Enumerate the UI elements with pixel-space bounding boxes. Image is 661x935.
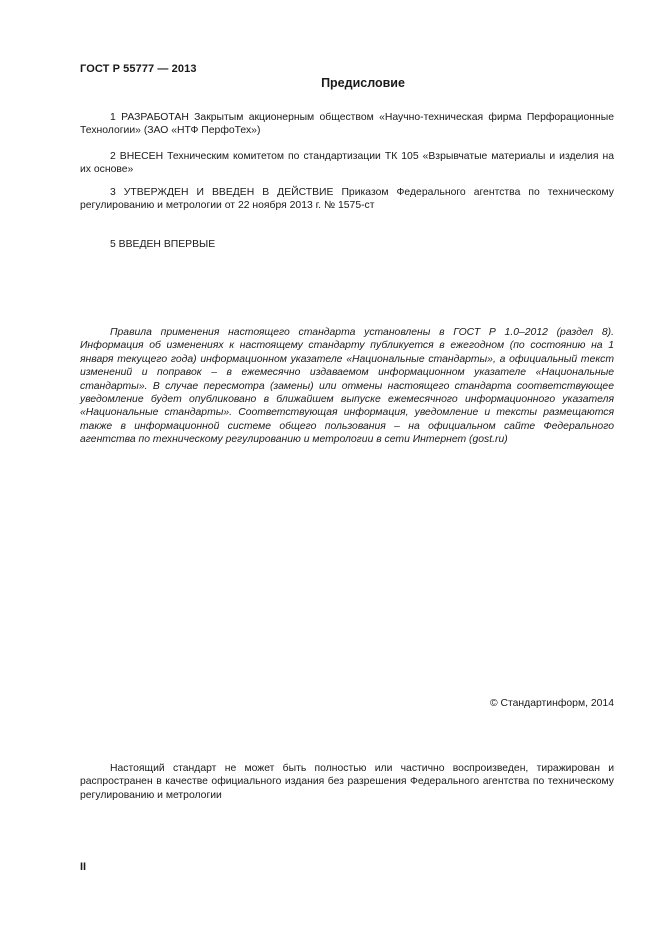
- paragraph-submitted: 2 ВНЕСЕН Техническим комитетом по стандартизации ТК 105 «Взрывчатые материалы и изделия на их основе»: [80, 151, 614, 176]
- copyright-line: © Стандартинформ, 2014: [489, 698, 614, 709]
- reproduction-notice: Настоящий стандарт не может быть полностью или частично воспроизведен, тиражирован и распространен в качестве официального издания без разрешения Федерального агентства по техническому регулированию и метрологии: [80, 763, 614, 801]
- page-title: Предисловие: [321, 76, 405, 90]
- paragraph-introduced: 5 ВВЕДЕН ВПЕРВЫЕ: [110, 239, 216, 250]
- paragraph-developed: 1 РАЗРАБОТАН Закрытым акционерным обществом «Научно-техническая фирма Перфорационные Технологии» (ЗАО «НТФ ПерфоТех»): [80, 112, 614, 137]
- application-notice: Правила применения настоящего стандарта установлены в ГОСТ Р 1.0–2012 (раздел 8). Информация об изменениях к настоящему стандарту публикуется в ежегодном (по состоянию на 1 января текущего года) информационном указателе «Национальные стандарты», а официальный текст изменений и поправок – в ежемесячно издаваемом информационном указателе «Национальные стандарты». В случае пересмотра (замены) или отмены настоящего стандарта соответствующее уведомление будет опубликовано в ближайшем выпуске ежемесячного информационного указателя «Национальные стандарты». Соответствующая информация, уведомление и тексты размещаются также в информационной системе общего пользования – на официальном сайте Федерального агентства по техническому регулированию и метрологии в сети Интернет (gost.ru): [80, 327, 614, 446]
- standard-code: ГОСТ Р 55777 — 2013: [80, 63, 197, 75]
- paragraph-approved: 3 УТВЕРЖДЕН И ВВЕДЕН В ДЕЙСТВИЕ Приказом Федерального агентства по техническому регулированию и метрологии от 22 ноября 2013 г. № 1575-ст: [80, 187, 614, 212]
- page-number: II: [80, 861, 87, 873]
